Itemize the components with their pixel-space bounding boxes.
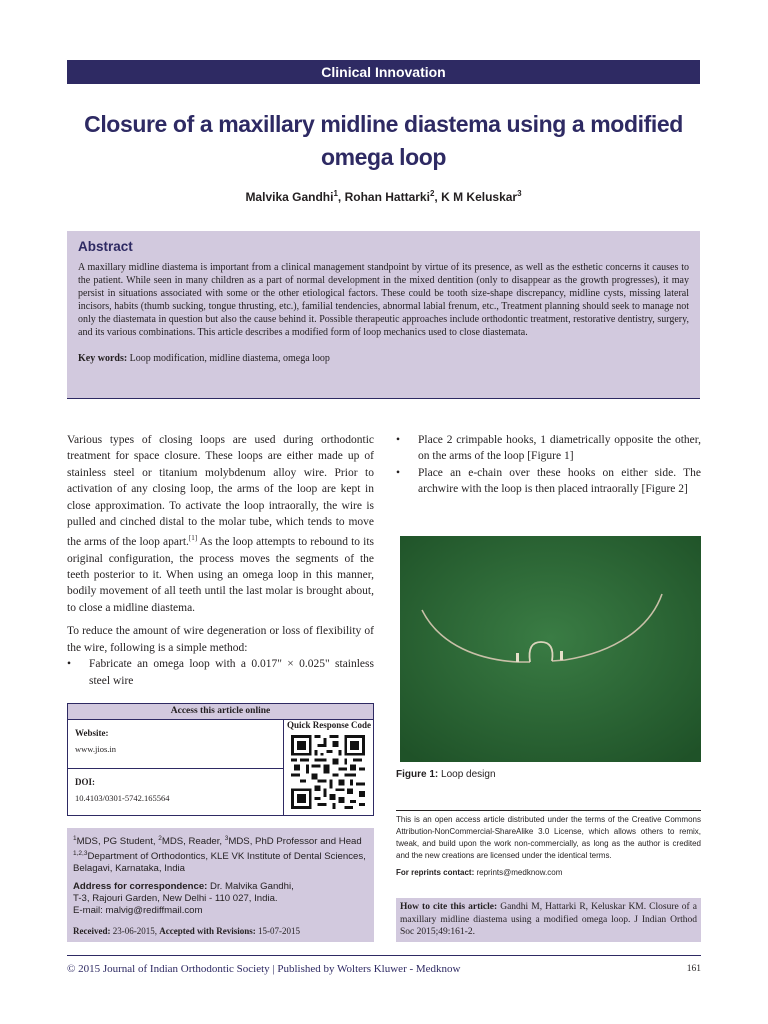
author-roles [73,833,368,848]
doi-label: DOI: [75,777,95,787]
keywords-text: Loop modification, midline diastema, omega loop [129,353,330,365]
doi-cell [68,768,283,825]
received-dates [73,925,368,937]
received-label: Received: [73,926,111,937]
title-line-2: omega loop [320,144,447,170]
role-text: MDS, PG Student, [76,836,159,848]
body-column-right [396,432,701,498]
correspondence-email[interactable]: E-mail: malvig@rediffmail.com [73,905,203,917]
list-item-text: Place 2 crimpable hooks, 1 diametrically opposite the other, on the arms of the loop [Figure 1] [418,434,701,463]
department [73,848,368,875]
list-item [396,465,701,498]
author-name: Rohan Hattarki [344,190,430,204]
author-affil-mark: 2 [429,189,435,198]
correspondence [73,881,368,893]
bullet-icon: • [67,658,72,671]
department-mark: 1,2,3 [73,850,88,858]
role-text: MDS, Reader, [161,836,225,848]
access-article-box [67,703,374,816]
role-text: MDS, PhD Professor and Head [228,836,362,848]
figure-caption-label: Figure 1: [396,769,439,780]
reprints-contact [396,868,562,877]
correspondence-label: Address for correspondence: [73,881,208,893]
accepted-label: Accepted with Revisions: [159,926,256,937]
title-line-1: Closure of a maxillary midline diastema using a modified [84,111,683,137]
author-affil-mark: 3 [517,189,522,198]
citation-reference[interactable]: [1] [188,534,198,543]
bullet-list [67,656,374,689]
body-column-left [67,432,374,689]
access-heading: Access this article online [68,704,373,720]
how-to-cite-box [396,898,701,942]
figure-caption-text: Loop design [441,769,496,780]
page-number: 161 [686,964,701,974]
abstract-box [67,231,700,399]
author-name: Malvika Gandhi [245,190,334,204]
body-paragraph [67,432,374,616]
qr-label: Quick Response Code [286,720,371,730]
bullet-icon: • [396,434,401,446]
website-label: Website: [75,728,109,738]
received-date: 23-06-2015, [112,926,157,937]
role-mark: 2 [158,835,162,842]
figure-caption [396,769,496,780]
figure-loop-photo [400,536,701,762]
author-separator: , [337,190,345,204]
list-item-text: Fabricate an omega loop with a 0.017" × 0.025" stainless steel wire [89,658,374,687]
role-mark: 3 [224,835,229,842]
cite-text: Gandhi M, Hattarki R, Keluskar KM. Closure of a maxillary midline diastema using a modified omega loop. J Indian Orthod Soc 2015;49:161-2. [400,902,697,937]
website-cell [68,720,283,754]
article-title [67,108,700,174]
reprints-email[interactable]: reprints@medknow.com [476,868,563,877]
abstract-text: A maxillary midline diastema is important from a clinical management standpoint by virtue of its presence, as well as the esthetic concerns it causes to the patient. While seen in many children as a part of normal development in the mixed dentition (only to disappear as the growth progresses), it may persist in situations associated with some or the other etiological factors. These could be tooth size-shape discrepancy, midline cysts, missing lateral incisors, habits (thumb sucking, tongue thrusting, etc.), familial tendencies, abnormal labial frenum, etc., Treatment planning should seek to manage not only the diastemata in question but also the cause behind it. Possible therapeutic approaches include orthodontic treatment, restorative dentistry, surgery, and its various combinations. This article describes a modified form of loop mechanics used to close diastemata. [78,262,689,338]
footer-divider [67,955,701,956]
website-link[interactable]: www.jios.in [75,744,117,754]
correspondence-address: T-3, Rajouri Garden, New Delhi - 110 027, India. [73,893,278,905]
section-label: Clinical Innovation [67,60,700,84]
body-paragraph: To reduce the amount of wire degeneration or loss of flexibility of the wire, following is a simple method: [67,625,374,654]
license-text: This is an open access article distributed under the terms of the Creative Commons Attribution-NonCommercial-ShareAlike 3.0 License, which allows others to remix, tweak, and build upon the work non-commercially, as long as the author is credited and the new creations are licensed under the identical terms. [396,815,701,860]
author-affil-mark: 1 [333,189,338,198]
department-text: Department of Orthodontics, KLE VK Institute of Dental Sciences, Belagavi, Karnataka, India [73,851,366,875]
doi-link[interactable]: 10.4103/0301-5742.165564 [75,793,170,803]
loop-wire-illustration [400,536,701,762]
access-info [68,720,284,816]
list-item-text: Place an e-chain over these hooks on either side. The archwire with the loop is then placed intraorally [Figure 2] [418,466,701,496]
keywords-label: Key words: [78,353,128,365]
author-separator: , [434,190,442,204]
accepted-date: 15-07-2015 [257,926,300,937]
author-name: K M Keluskar [441,190,518,204]
list-item [67,656,374,689]
license-divider [396,810,701,811]
footer-journal: © 2015 Journal of Indian Orthodontic Society | Published by Wolters Kluwer - Medknow [67,963,461,975]
cite-label: How to cite this article: [400,902,498,912]
role-mark: 1 [73,835,77,842]
affiliation-box [67,828,374,942]
body-text: As the loop attempts to rebound to its original configuration, the process moves the segments of the teeth posterior to it. When using an omega loop in this manner, bodily movement of all teeth until the last molar is brought about, to close a midline diastema. [67,536,374,614]
author-list [67,189,700,204]
list-item [396,432,701,465]
bullet-icon: • [396,466,401,479]
correspondence-name: Dr. Malvika Gandhi, [210,881,294,893]
qr-code-icon[interactable] [291,735,365,809]
keywords [78,353,689,364]
body-text: Various types of closing loops are used during orthodontic treatment for space closure. These loops are either made up of stainless steel or titanium molybdenum alloy wire. Prior to activation of any closing loop, the arms of the loop are kept in close approximation. To activate the loop intraorally, the wire is pulled and cinched distal to the molar tube, which tends to move the arms of the loop apart. [67,434,374,549]
bullet-list [396,432,701,498]
abstract-heading: Abstract [78,239,133,254]
reprints-label: For reprints contact: [396,868,475,877]
